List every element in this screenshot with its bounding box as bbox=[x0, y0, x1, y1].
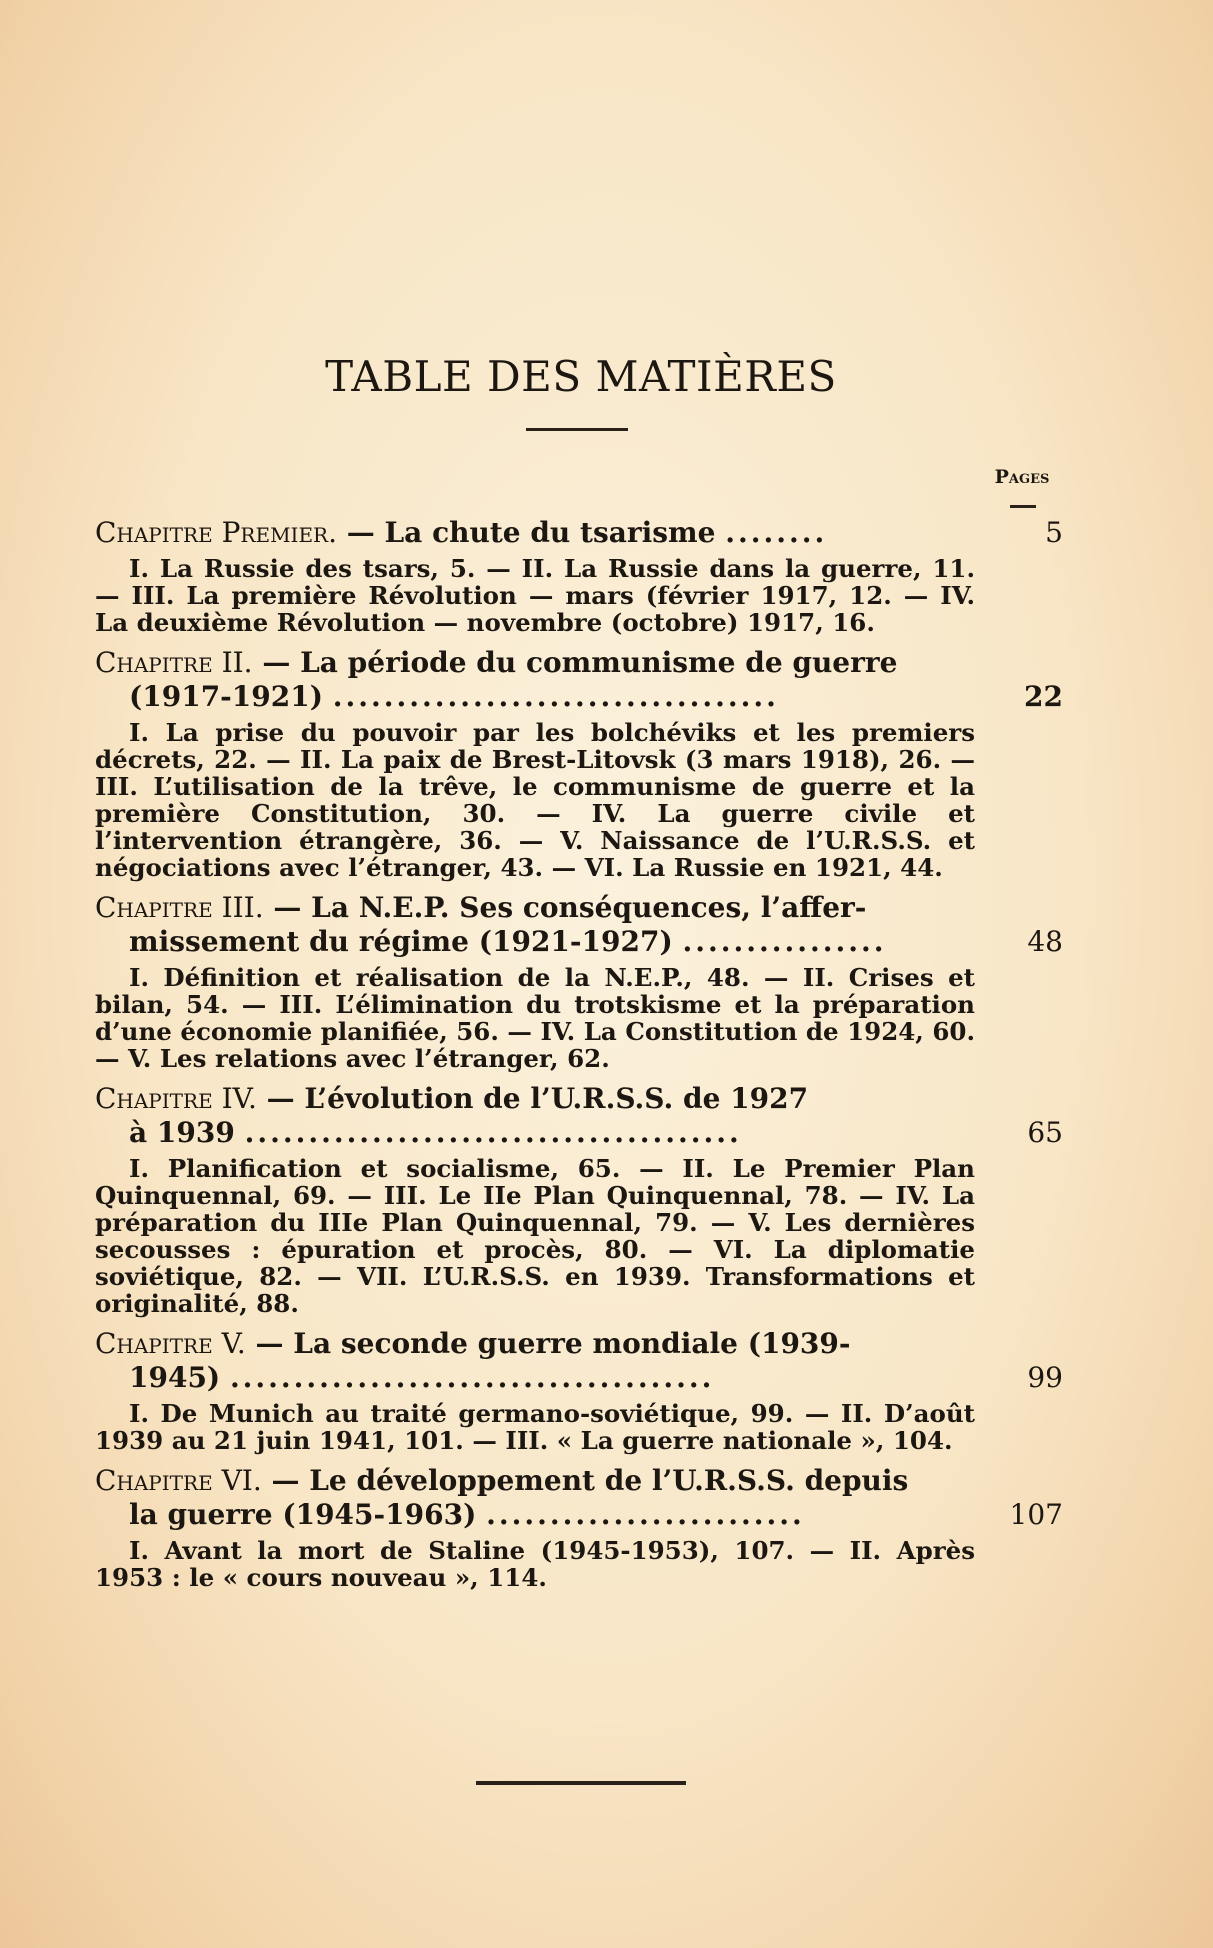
chapter-sections: I. Planification et socialisme, 65. — II. Le Premier Plan Quinquennal, 69. — III. Le IIe Plan Quinquennal, 78. — IV. La préparation du IIIe Plan Quinquennal, 79. — V. Les dernières secousses : épuration et procès, 80. — VI. La diplomatie soviétique, 82. — VII. L’U.R.S.S. en 1939. Transformations et originalité, 88. bbox=[95, 1154, 975, 1318]
chapter-heading bbox=[95, 516, 1063, 550]
leader-dots: ......................... bbox=[486, 1498, 805, 1531]
leader-dots: ........ bbox=[725, 516, 828, 549]
chapter-title-line1: — Le développement de l’U.R.S.S. depuis bbox=[271, 1464, 909, 1497]
chapter-page-number: 107 bbox=[1009, 1498, 1063, 1531]
chapter-page-number: 99 bbox=[1027, 1361, 1063, 1394]
chapter-title-line2: missement du régime (1921-1927) bbox=[129, 925, 673, 958]
chapter-title-line1: — La seconde guerre mondiale (1939- bbox=[255, 1327, 851, 1360]
leader-dots: ................ bbox=[682, 925, 887, 958]
chapter-title-line1: — La N.E.P. Ses conséquences, l’affer- bbox=[273, 891, 867, 924]
chapter-title-line2: (1917-1921) bbox=[129, 680, 323, 713]
toc-chapter bbox=[95, 1327, 1063, 1454]
toc-chapter bbox=[95, 891, 1063, 1072]
chapter-label: Chapitre V. bbox=[95, 1327, 246, 1360]
leader-dots: ....................................... bbox=[244, 1116, 742, 1149]
chapter-label: Chapitre Premier. bbox=[95, 516, 337, 549]
chapter-page-number: 5 bbox=[1045, 516, 1063, 549]
chapter-title-line1: — La chute du tsarisme bbox=[346, 516, 716, 549]
table-of-contents bbox=[95, 516, 1063, 1601]
toc-chapter bbox=[95, 646, 1063, 881]
chapter-title-line1: — L’évolution de l’U.R.S.S. de 1927 bbox=[266, 1082, 809, 1115]
bottom-divider bbox=[476, 1781, 686, 1785]
toc-chapter bbox=[95, 516, 1063, 636]
chapter-heading bbox=[95, 646, 1063, 714]
pages-column-label: Pages bbox=[994, 466, 1050, 488]
chapter-label: Chapitre IV. bbox=[95, 1082, 257, 1115]
chapter-title-line1: — La période du communisme de guerre bbox=[262, 646, 898, 679]
chapter-title-line2: 1945) bbox=[129, 1361, 221, 1394]
chapter-page-number: 22 bbox=[1024, 680, 1063, 713]
chapter-heading bbox=[95, 1082, 1063, 1150]
chapter-sections: I. Avant la mort de Staline (1945-1953), 107. — II. Après 1953 : le « cours nouveau », 114. bbox=[95, 1536, 975, 1592]
leader-dots: ...................................... bbox=[229, 1361, 715, 1394]
chapter-heading bbox=[95, 1464, 1063, 1532]
chapter-title-line2: la guerre (1945-1963) bbox=[129, 1498, 477, 1531]
page-title: TABLE DES MATIÈRES bbox=[325, 352, 837, 401]
leader-dots: ................................... bbox=[332, 680, 779, 713]
chapter-title-line2: à 1939 bbox=[129, 1116, 235, 1149]
chapter-sections: I. De Munich au traité germano-soviétique, 99. — II. D’août 1939 au 21 juin 1941, 101. — III. « La guerre nationale », 104. bbox=[95, 1399, 975, 1455]
pages-dash bbox=[1010, 505, 1036, 508]
chapter-sections: I. La Russie des tsars, 5. — II. La Russie dans la guerre, 11. — III. La première Révolution — mars (février 1917, 12. — IV. La deuxième Révolution — novembre (octobre) 1917, 16. bbox=[95, 554, 975, 637]
chapter-heading bbox=[95, 891, 1063, 959]
chapter-sections: I. La prise du pouvoir par les bolchéviks et les premiers décrets, 22. — II. La paix de Brest-Litovsk (3 mars 1918), 26. — III. L’utilisation de la trêve, le communisme de guerre et la première Constitution, 30. — IV. La guerre civile et l’intervention étrangère, 36. — V. Naissance de l’U.R.S.S. et négociations avec l’étranger, 43. — VI. La Russie en 1921, 44. bbox=[95, 718, 975, 882]
title-divider bbox=[526, 428, 628, 431]
toc-chapter bbox=[95, 1082, 1063, 1317]
toc-chapter bbox=[95, 1464, 1063, 1591]
chapter-sections: I. Définition et réalisation de la N.E.P., 48. — II. Crises et bilan, 54. — III. L’élimination du trotskisme et la préparation d’une économie planifiée, 56. — IV. La Constitution de 1924, 60. — V. Les relations avec l’étranger, 62. bbox=[95, 963, 975, 1073]
chapter-page-number: 48 bbox=[1027, 925, 1063, 958]
chapter-label: Chapitre III. bbox=[95, 891, 264, 924]
chapter-label: Chapitre VI. bbox=[95, 1464, 262, 1497]
chapter-page-number: 65 bbox=[1027, 1116, 1063, 1149]
chapter-label: Chapitre II. bbox=[95, 646, 253, 679]
chapter-heading bbox=[95, 1327, 1063, 1395]
